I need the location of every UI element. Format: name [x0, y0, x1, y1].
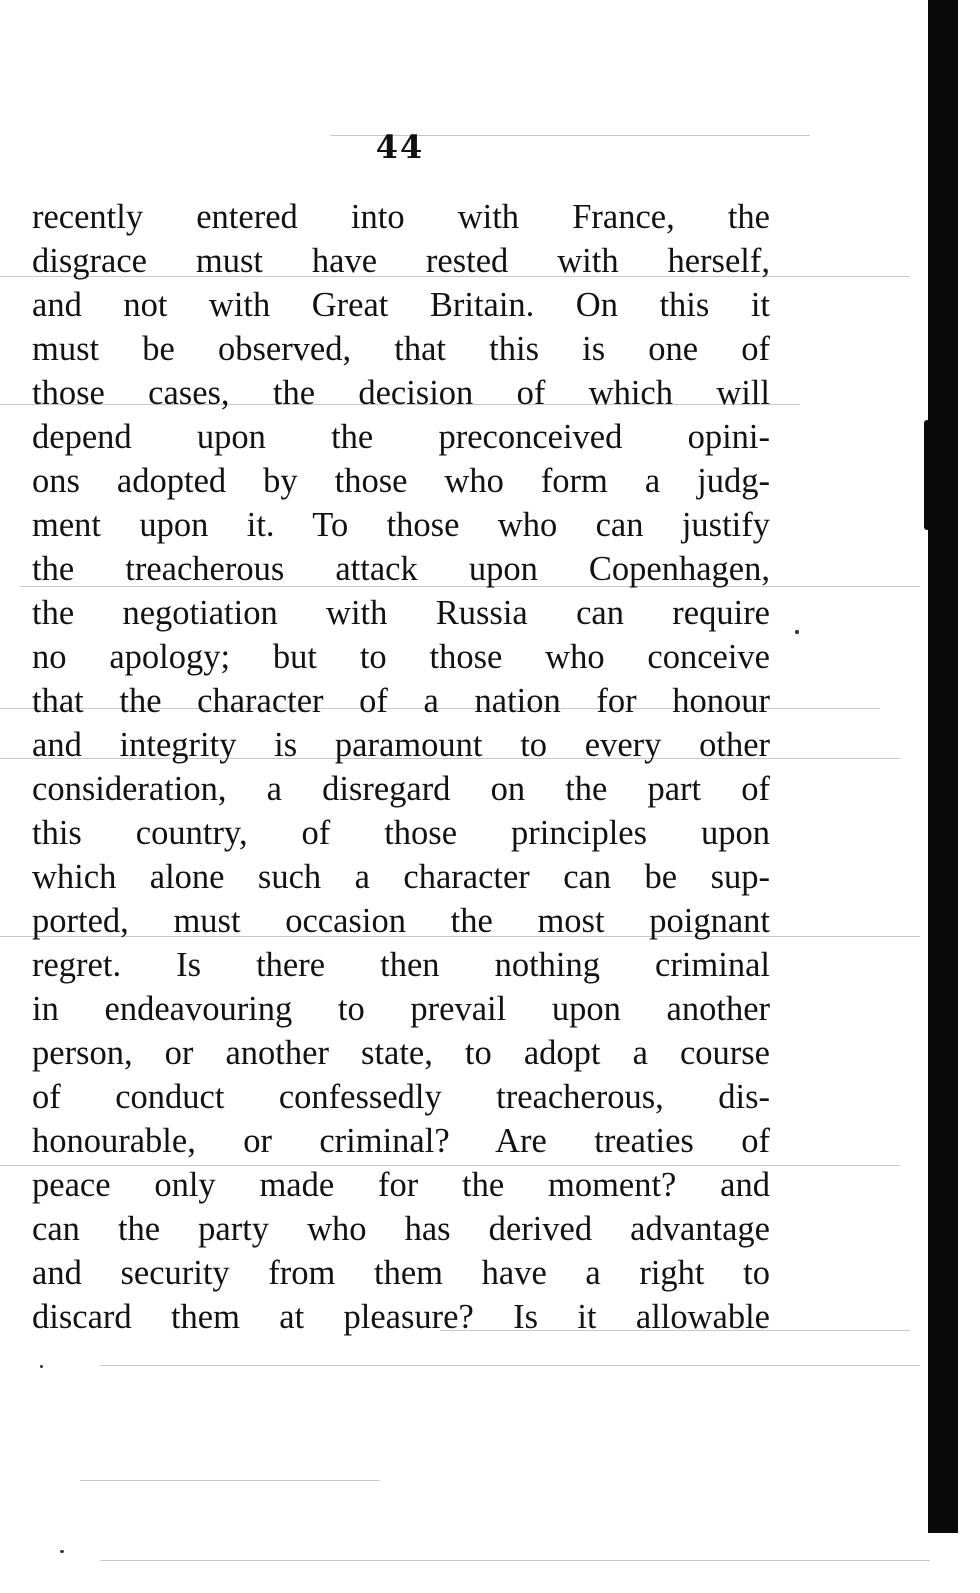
text-line: of conduct confessedly treacherous, dis-	[32, 1078, 770, 1116]
text-line: in endeavouring to prevail upon another	[32, 990, 770, 1028]
text-line: which alone such a character can be sup-	[32, 858, 770, 896]
text-line: can the party who has derived advantage	[32, 1210, 770, 1248]
text-line: disgrace must have rested with herself,	[32, 242, 770, 280]
text-line: ment upon it. To those who can justify	[32, 506, 770, 544]
text-line: those cases, the decision of which will	[32, 374, 770, 412]
text-line: discard them at pleasure? Is it allowable	[32, 1298, 770, 1336]
page-number: 44	[375, 128, 425, 166]
text-line: ons adopted by those who form a judg-	[32, 462, 770, 500]
text-line: that the character of a nation for honour	[32, 682, 770, 720]
text-line: the negotiation with Russia can require	[32, 594, 770, 632]
text-line: and security from them have a right to	[32, 1254, 770, 1292]
body-text	[32, 195, 770, 1339]
text-line: honourable, or criminal? Are treaties of	[32, 1122, 770, 1160]
text-line: peace only made for the moment? and	[32, 1166, 770, 1204]
text-line: this country, of those principles upon	[32, 814, 770, 852]
scan-rule	[100, 1560, 930, 1561]
text-line: the treacherous attack upon Copenhagen,	[32, 550, 770, 588]
scan-speck	[60, 1550, 64, 1553]
scan-rule	[100, 1365, 920, 1366]
text-line: person, or another state, to adopt a course	[32, 1034, 770, 1072]
binding-shadow	[928, 0, 958, 1533]
scan-speck	[795, 630, 799, 634]
text-line: must be observed, that this is one of	[32, 330, 770, 368]
scan-speck	[40, 1365, 43, 1368]
scan-rule	[80, 1480, 380, 1481]
text-line: recently entered into with France, the	[32, 198, 770, 236]
text-line: consideration, a disregard on the part of	[32, 770, 770, 808]
text-line: regret. Is there then nothing criminal	[32, 946, 770, 984]
text-line: no apology; but to those who conceive	[32, 638, 770, 676]
text-line: and integrity is paramount to every other	[32, 726, 770, 764]
text-line: depend upon the preconceived opini-	[32, 418, 770, 456]
text-line: and not with Great Britain. On this it	[32, 286, 770, 324]
text-line: ported, must occasion the most poignant	[32, 902, 770, 940]
